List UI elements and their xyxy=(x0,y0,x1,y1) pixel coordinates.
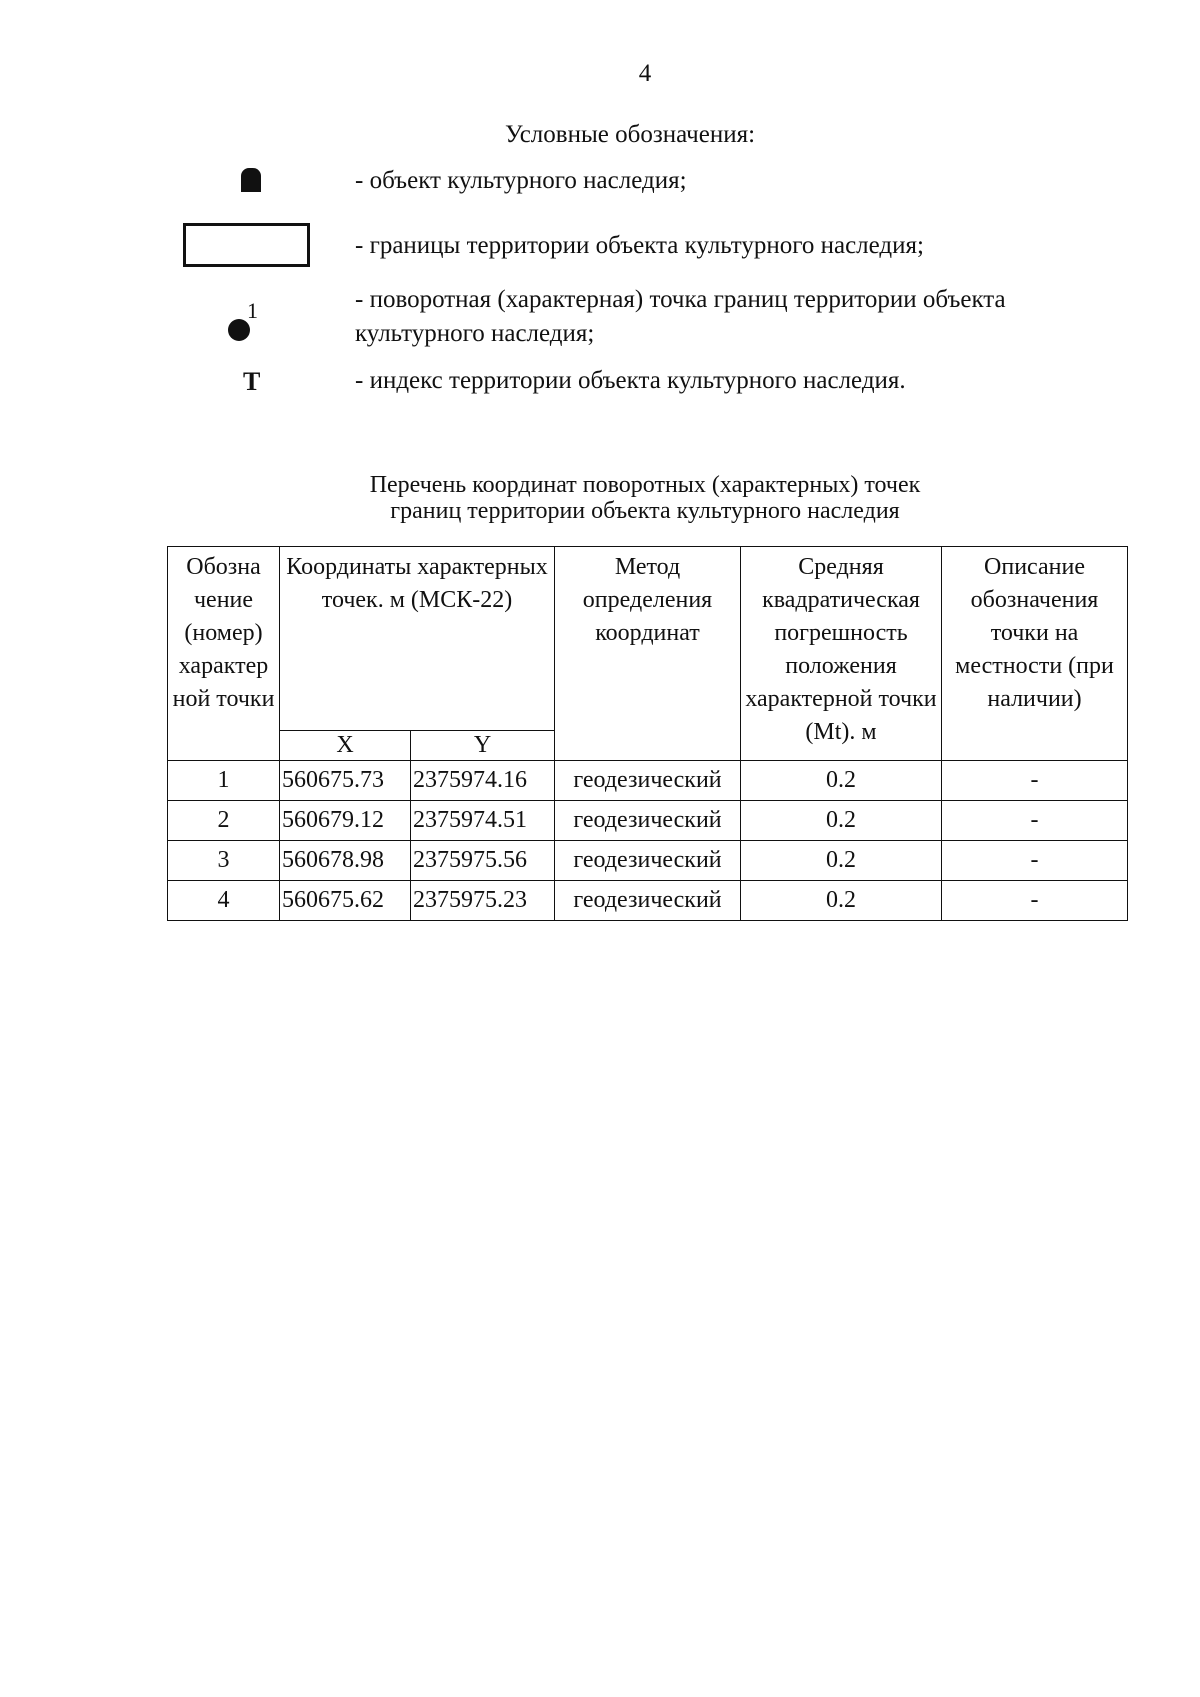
header-x: X xyxy=(280,731,411,761)
cell-description: - xyxy=(942,801,1128,841)
table-row xyxy=(168,841,1128,881)
table-title-line: границ территории объекта культурного наследия xyxy=(390,498,900,524)
cell-num: 2 xyxy=(168,801,280,841)
cell-description: - xyxy=(942,841,1128,881)
cell-x: 560675.62 xyxy=(280,881,411,921)
cell-x: 560678.98 xyxy=(280,841,411,881)
table-title-line: Перечень координат поворотных (характерных) точек xyxy=(369,472,921,498)
cell-y: 2375974.16 xyxy=(411,761,555,801)
page-number: 4 xyxy=(638,60,652,87)
cell-description: - xyxy=(942,881,1128,921)
cell-method: геодезический xyxy=(555,761,741,801)
coordinates-table xyxy=(167,546,1128,921)
legend-item-label: - объект культурного наследия; xyxy=(355,167,687,194)
header-designation: Обозна чение (номер) характер ной точки xyxy=(168,547,280,761)
cell-x: 560675.73 xyxy=(280,761,411,801)
cell-num: 3 xyxy=(168,841,280,881)
table-title xyxy=(200,472,1090,524)
boundary-rectangle-icon xyxy=(183,223,310,267)
cell-num: 4 xyxy=(168,881,280,921)
point-number-label: 1 xyxy=(247,298,258,323)
cell-method: геодезический xyxy=(555,841,741,881)
cell-error: 0.2 xyxy=(741,801,942,841)
cell-error: 0.2 xyxy=(741,881,942,921)
header-y: Y xyxy=(411,731,555,761)
cell-y: 2375975.23 xyxy=(411,881,555,921)
legend-heading: Условные обозначения: xyxy=(505,121,756,148)
cell-y: 2375974.51 xyxy=(411,801,555,841)
header-method: Метод определения координат xyxy=(555,547,741,761)
legend-item-label: - границы территории объекта культурного наследия; xyxy=(355,232,924,259)
table-row xyxy=(168,801,1128,841)
cell-method: геодезический xyxy=(555,801,741,841)
cell-x: 560679.12 xyxy=(280,801,411,841)
header-coordinates: Координаты характерных точек. м (МСК-22) xyxy=(280,547,555,731)
legend-item-label: - индекс территории объекта культурного наследия. xyxy=(355,367,906,394)
legend-item-label: - поворотная (характерная) точка границ территории объекта культурного наследия; xyxy=(355,286,1006,347)
cell-description: - xyxy=(942,761,1128,801)
monument-icon xyxy=(241,168,261,192)
cell-num: 1 xyxy=(168,761,280,801)
cell-error: 0.2 xyxy=(741,761,942,801)
index-letter-icon: Т xyxy=(243,367,261,396)
table-row xyxy=(168,761,1128,801)
cell-y: 2375975.56 xyxy=(411,841,555,881)
header-error: Средняя квадратическая погрешность положения характерной точки (Mt). м xyxy=(741,547,942,761)
header-description: Описание обозначения точки на местности (при наличии) xyxy=(942,547,1128,761)
cell-method: геодезический xyxy=(555,881,741,921)
table-row xyxy=(168,881,1128,921)
cell-error: 0.2 xyxy=(741,841,942,881)
